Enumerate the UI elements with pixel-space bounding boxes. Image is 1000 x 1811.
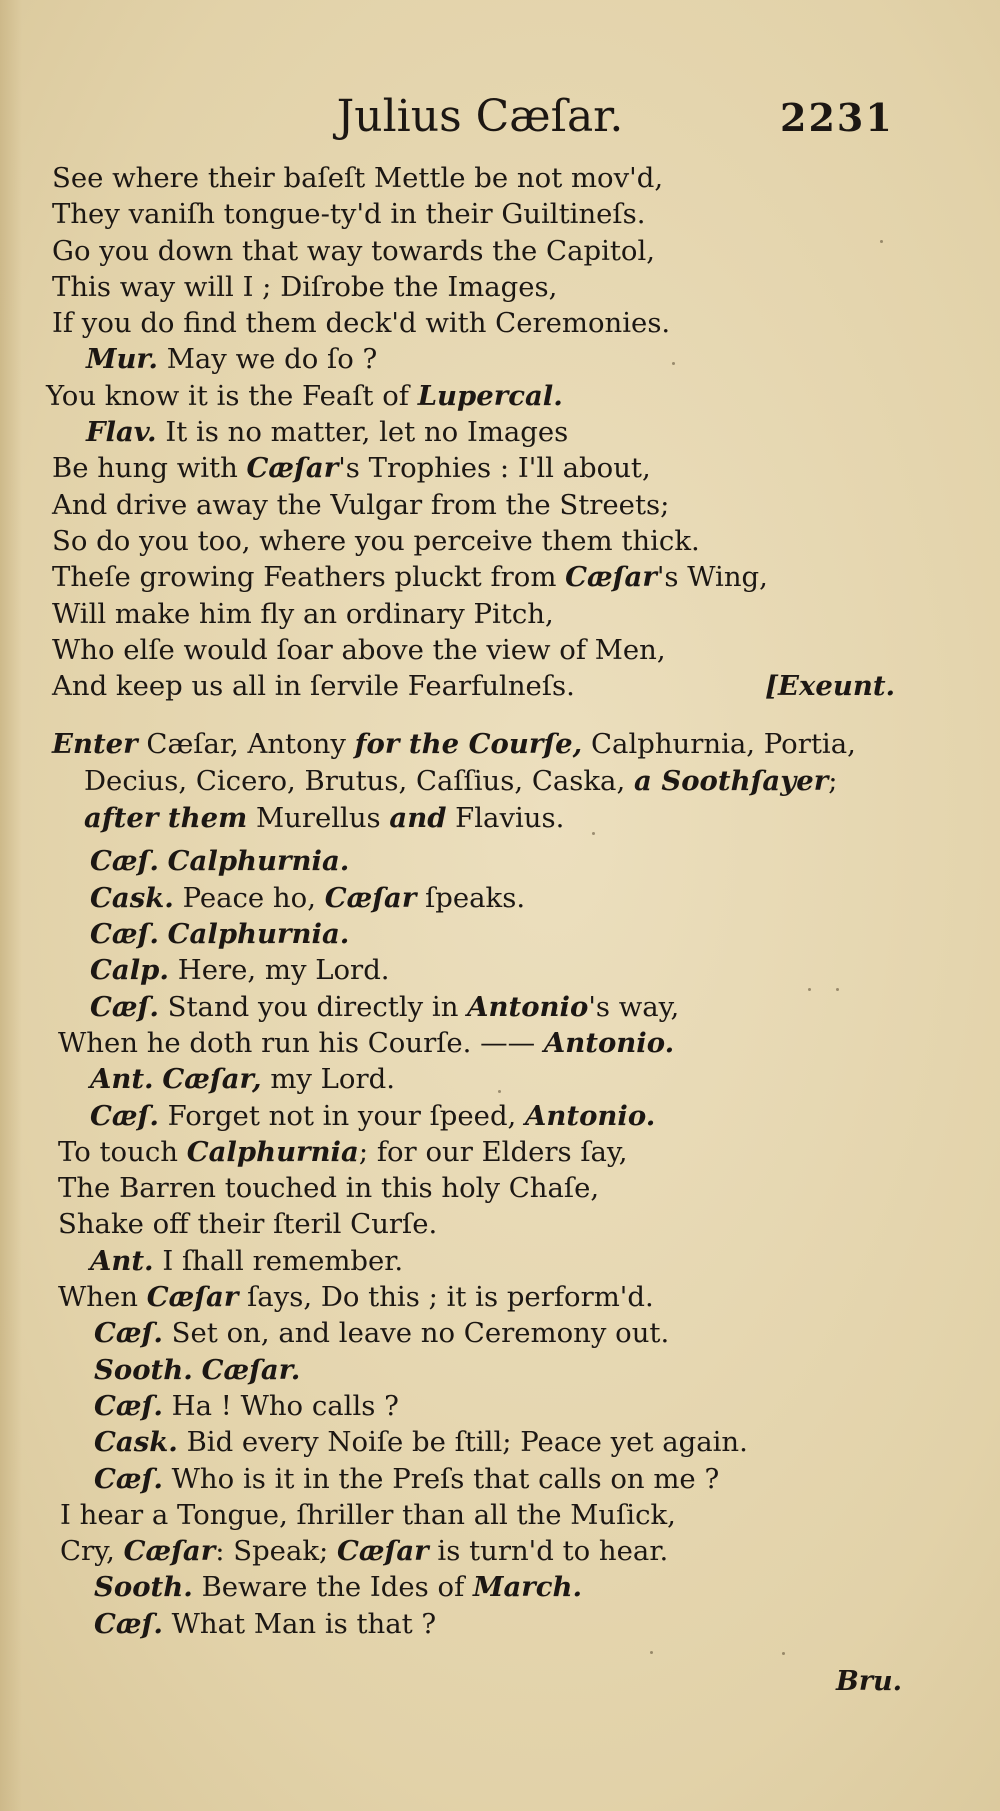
proper-name: Antonio.	[543, 1026, 675, 1059]
proper-name: Cæſar	[146, 1281, 239, 1314]
dialogue-line	[0, 1243, 1000, 1279]
dialogue-line	[0, 1424, 1000, 1460]
dialogue-line	[0, 1533, 1000, 1569]
paper-speck	[672, 362, 675, 365]
dialogue-line	[0, 1279, 1000, 1315]
line-text-italic: a Soothſayer	[633, 765, 829, 798]
dialogue-line	[0, 1388, 1000, 1424]
page-number: 2231	[780, 95, 894, 140]
speaker-name: Cæſ.	[94, 1462, 163, 1495]
line-text-italic: after them	[84, 802, 248, 835]
dialogue-line: The Barren touched in this holy Chaſe,	[58, 1172, 600, 1205]
line-text: Ha ! Who calls ?	[162, 1389, 399, 1422]
dialogue-line	[0, 989, 1000, 1025]
dialogue-line: I hear a Tongue, ſhriller than all the Muſick,	[60, 1498, 676, 1531]
verse-line: Go you down that way towards the Capitol,	[52, 234, 656, 267]
line-text: ;	[828, 765, 838, 798]
proper-name: Cæſar	[565, 561, 657, 594]
line-text: : Speak;	[215, 1535, 338, 1568]
speaker-name: Mur.	[86, 343, 158, 376]
catchword: Bru.	[836, 1666, 903, 1697]
line-text: Peace ho,	[173, 881, 325, 914]
line-text: Decius, Cicero, Brutus, Caſſius, Caska,	[84, 765, 634, 798]
dialogue-line	[0, 1315, 1000, 1351]
verse-line: They vaniſh tongue-ty'd in their Guiltineſs.	[52, 198, 646, 231]
line-text: Be hung with	[52, 452, 247, 485]
line-text: Bid every Noiſe be ſtill; Peace yet again.	[177, 1426, 748, 1459]
line-text: Murellus	[247, 802, 390, 835]
running-head	[0, 92, 1000, 142]
speaker-name: Calp.	[90, 954, 169, 987]
verse-line: And drive away the Vulgar from the Streets;	[52, 488, 670, 521]
enter-word: Enter	[52, 728, 138, 761]
paper-speck	[592, 832, 595, 835]
stage-direction-line	[0, 726, 1000, 763]
line-text: Calphurnia, Portia,	[582, 728, 856, 761]
line-text: ſpeaks.	[416, 881, 526, 914]
line-text: Stand you directly in	[158, 990, 468, 1023]
verse-line: So do you too, where you perceive them thick.	[52, 524, 700, 557]
proper-name: Lupercal.	[417, 379, 563, 412]
stage-direction	[0, 726, 1000, 837]
dialogue-line	[0, 1025, 1000, 1061]
speaker-name: Cæſ.	[90, 990, 159, 1023]
line-text: May we do ſo ?	[166, 343, 378, 376]
spacer	[0, 704, 1000, 726]
speaker-name: Cæſ.	[90, 1099, 159, 1132]
line-text: is turn'd to hear.	[428, 1535, 669, 1568]
stage-direction-line	[0, 763, 1000, 800]
speaker-name: Cæſ.	[94, 1317, 163, 1350]
line-text: 's Wing,	[656, 561, 768, 594]
exeunt-direction: [Exeunt.	[765, 670, 896, 703]
proper-name: Cæſar,	[162, 1063, 262, 1096]
paper-speck	[880, 240, 883, 243]
page-title: Julius Cæſar.	[336, 91, 624, 142]
line-text: Here, my Lord.	[168, 954, 390, 987]
proper-name: Calphurnia	[186, 1135, 359, 1168]
line-text: Who is it in the Preſs that calls on me ?	[162, 1462, 720, 1495]
speaker-name: Flav.	[86, 416, 157, 449]
verse-line	[0, 668, 1000, 704]
verse-line	[0, 341, 1000, 377]
proper-name: Cæſar	[337, 1535, 429, 1568]
line-text-italic: for the Courſe,	[354, 728, 583, 761]
speaker-name: Cæſ.	[90, 845, 159, 878]
proper-name: Calphurnia.	[167, 845, 350, 878]
line-text: 's Trophies : I'll about,	[338, 452, 651, 485]
verse-line	[0, 414, 1000, 450]
text-block	[0, 160, 1000, 1642]
paper-speck	[498, 1090, 501, 1093]
proper-name: March.	[473, 1571, 583, 1604]
line-text: It is no matter, let no Images	[165, 416, 569, 449]
verse-line	[0, 450, 1000, 486]
line-text: To touch	[58, 1135, 187, 1168]
verse-line: Who elſe would ſoar above the view of Men,	[52, 633, 666, 666]
verse-line: Will make him fly an ordinary Pitch,	[52, 597, 554, 630]
verse-line: This way will I ; Diſrobe the Images,	[52, 270, 558, 303]
proper-name: Antonio	[467, 990, 589, 1023]
speaker-name: Cæſ.	[90, 918, 159, 951]
proper-name: Cæſar	[324, 881, 417, 914]
proper-name: Calphurnia.	[167, 918, 350, 951]
speaker-name: Sooth.	[94, 1353, 193, 1386]
dialogue-line	[0, 880, 1000, 916]
dialogue-line	[0, 1461, 1000, 1497]
verse-line	[0, 559, 1000, 595]
stage-direction-line	[0, 800, 1000, 837]
speaker-name: Cæſ.	[94, 1607, 163, 1640]
line-text: Cry,	[60, 1535, 124, 1568]
line-text: ; for our Elders ſay,	[358, 1135, 628, 1168]
paper-speck	[808, 988, 811, 991]
line-text: When he doth run his Courſe. ——	[58, 1026, 544, 1059]
line-text: Cæſar, Antony	[137, 728, 355, 761]
dialogue-line	[0, 1606, 1000, 1642]
line-text-italic: and	[389, 802, 447, 835]
paper-speck	[782, 1652, 785, 1655]
line-text: Set on, and leave no Ceremony out.	[162, 1317, 670, 1350]
line-text: Forget not in your ſpeed,	[158, 1099, 526, 1132]
verse-line	[0, 378, 1000, 414]
line-text: ſays, Do this ; it is perform'd.	[238, 1281, 654, 1314]
proper-name: Cæſar	[123, 1535, 216, 1568]
line-text: I ſhall remember.	[153, 1244, 404, 1277]
speaker-name: Ant.	[90, 1244, 154, 1277]
dialogue-line	[0, 916, 1000, 952]
line-text: You know it is the Feaſt of	[46, 379, 418, 412]
verse-line: See where their baſeſt Mettle be not mov'd,	[52, 162, 664, 194]
line-text: Flavius.	[446, 802, 565, 835]
proper-name: Cæſar	[246, 452, 339, 485]
verse-line: If you do find them deck'd with Ceremonies.	[52, 307, 671, 340]
speaker-name: Cask.	[94, 1426, 178, 1459]
paper-speck	[836, 988, 839, 991]
paper-speck	[650, 1651, 653, 1654]
speaker-name: Cask.	[90, 881, 174, 914]
line-text: And keep us all in ſervile Fearfulneſs.	[52, 670, 575, 703]
dialogue-line	[0, 1352, 1000, 1388]
line-text: 's way,	[588, 990, 680, 1023]
line-text: When	[58, 1281, 147, 1314]
line-text: Theſe growing Feathers pluckt from	[52, 561, 566, 594]
line-text: What Man is that ?	[162, 1607, 437, 1640]
speaker-name: Sooth.	[94, 1571, 193, 1604]
dialogue-line	[0, 843, 1000, 879]
line-text: Beware the Ides of	[192, 1571, 473, 1604]
dialogue-line	[0, 1134, 1000, 1170]
dialogue-line	[0, 952, 1000, 988]
dialogue-line	[0, 1098, 1000, 1134]
speaker-name: Ant.	[90, 1063, 154, 1096]
dialogue-line	[0, 1569, 1000, 1605]
speaker-name: Cæſ.	[94, 1389, 163, 1422]
proper-name: Cæſar.	[201, 1353, 301, 1386]
dialogue-line: Shake off their ſteril Curſe.	[58, 1208, 438, 1241]
line-text: my Lord.	[261, 1063, 395, 1096]
proper-name: Antonio.	[525, 1099, 656, 1132]
